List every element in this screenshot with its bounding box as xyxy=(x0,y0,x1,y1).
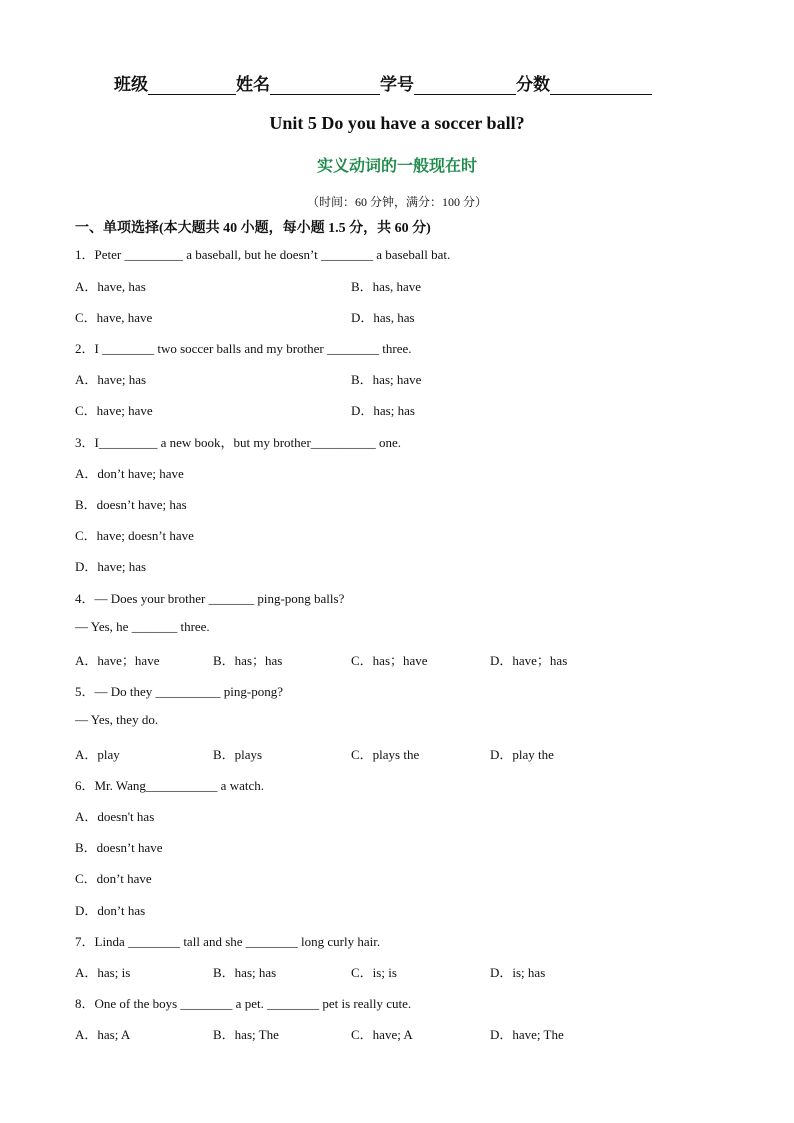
option-6a[interactable]: A．doesn't has xyxy=(75,809,155,824)
page-title: Unit 5 Do you have a soccer ball? xyxy=(269,113,525,133)
option-8b[interactable]: B．has; The xyxy=(213,1027,279,1042)
option-3b[interactable]: B．doesn’t have; has xyxy=(75,497,187,512)
question-4-reply: — Yes, he _______ three. xyxy=(75,619,210,634)
name-label: 姓名 xyxy=(236,75,270,94)
option-7a[interactable]: A．has; is xyxy=(75,965,131,980)
option-3d[interactable]: D．have; has xyxy=(75,559,147,574)
page-subtitle: 实义动词的一般现在时 xyxy=(316,158,477,175)
option-2b[interactable]: B．has; have xyxy=(351,372,422,387)
question-2: 2．I ________ two soccer balls and my brother ________ three. xyxy=(75,341,412,356)
option-7b[interactable]: B．has; has xyxy=(213,965,277,980)
option-2c[interactable]: C．have; have xyxy=(75,403,153,418)
option-8a[interactable]: A．has; A xyxy=(75,1027,131,1042)
option-1a[interactable]: A．have, has xyxy=(75,279,146,294)
section-heading: 一、单项选择(本大题共 40 小题，每小题 1.5 分，共 60 分) xyxy=(75,221,431,236)
question-1: 1．Peter _________ a baseball, but he doesn’t ________ a baseball bat. xyxy=(75,247,451,262)
number-blank[interactable] xyxy=(414,76,516,95)
option-5c[interactable]: C．plays the xyxy=(351,747,420,762)
question-6: 6．Mr. Wang___________ a watch. xyxy=(75,778,264,793)
option-6b[interactable]: B．doesn’t have xyxy=(75,840,163,855)
option-2a[interactable]: A．have; has xyxy=(75,372,147,387)
option-8d[interactable]: D．have; The xyxy=(490,1027,564,1042)
option-3c[interactable]: C．have; doesn’t have xyxy=(75,528,194,543)
option-6d[interactable]: D．don’t has xyxy=(75,903,146,918)
score-blank[interactable] xyxy=(550,76,652,95)
question-4: 4．— Does your brother _______ ping-pong balls? xyxy=(75,591,345,606)
option-4d[interactable]: D．have；has xyxy=(490,653,568,668)
option-4c[interactable]: C．has；have xyxy=(351,653,428,668)
class-blank[interactable] xyxy=(148,76,236,95)
option-5d[interactable]: D．play the xyxy=(490,747,554,762)
exam-meta: （时间：60 分钟，满分：100 分） xyxy=(306,195,487,209)
question-5: 5．— Do they __________ ping-pong? xyxy=(75,684,283,699)
option-5a[interactable]: A．play xyxy=(75,747,120,762)
option-7d[interactable]: D．is; has xyxy=(490,965,546,980)
option-2d[interactable]: D．has; has xyxy=(351,403,415,418)
score-label: 分数 xyxy=(516,75,550,94)
option-1b[interactable]: B．has, have xyxy=(351,279,422,294)
option-6c[interactable]: C．don’t have xyxy=(75,871,152,886)
option-4b[interactable]: B．has；has xyxy=(213,653,283,668)
option-1c[interactable]: C．have, have xyxy=(75,310,153,325)
number-label: 学号 xyxy=(380,75,414,94)
question-8: 8．One of the boys ________ a pet. ________ pet is really cute. xyxy=(75,996,412,1011)
student-info-line xyxy=(114,70,652,95)
name-blank[interactable] xyxy=(270,76,380,95)
option-8c[interactable]: C．have; A xyxy=(351,1027,413,1042)
question-5-reply: — Yes, they do. xyxy=(75,712,159,727)
question-7: 7．Linda ________ tall and she ________ long curly hair. xyxy=(75,934,381,949)
option-1d[interactable]: D．has, has xyxy=(351,310,415,325)
question-3: 3．I_________ a new book，but my brother__________ one. xyxy=(75,435,402,450)
option-5b[interactable]: B．plays xyxy=(213,747,263,762)
option-3a[interactable]: A．don’t have; have xyxy=(75,466,184,481)
option-7c[interactable]: C．is; is xyxy=(351,965,397,980)
class-label: 班级 xyxy=(114,75,148,94)
option-4a[interactable]: A．have；have xyxy=(75,653,160,668)
